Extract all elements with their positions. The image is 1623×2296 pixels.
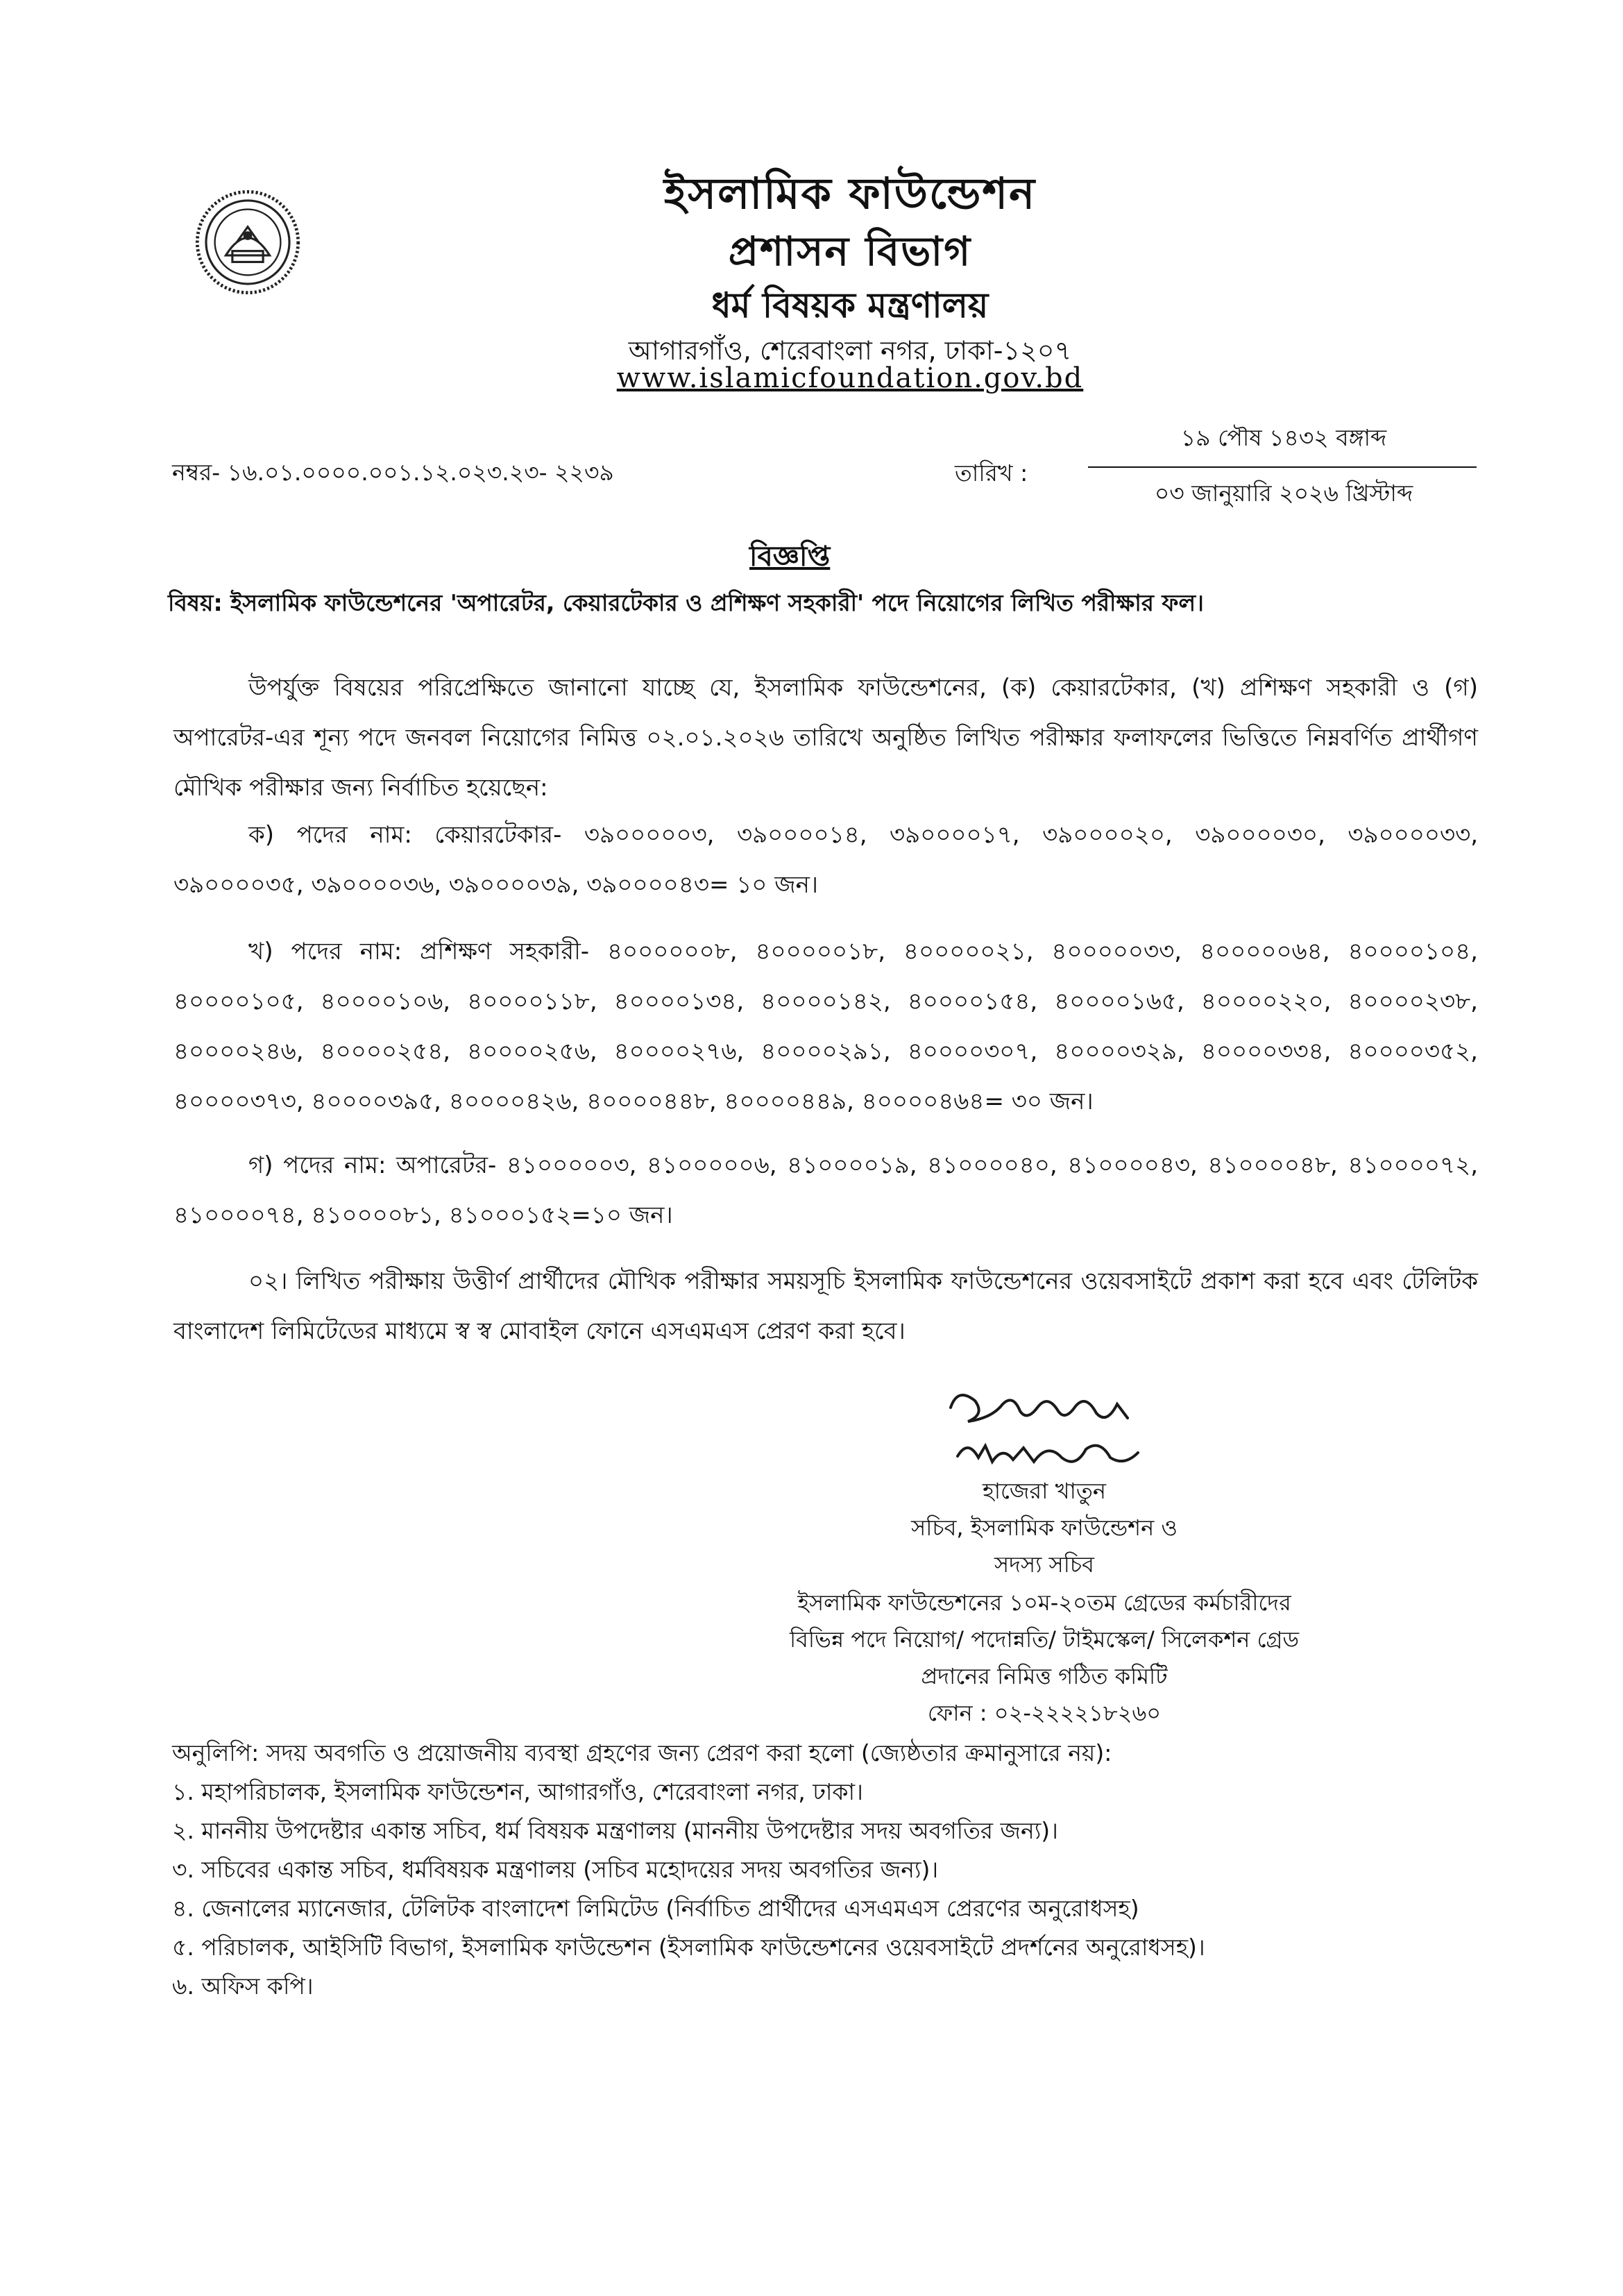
date-english: ০৩ জানুয়ারি ২০২৬ খ্রিস্টাব্দ	[1154, 480, 1413, 507]
handwritten-signature	[937, 1380, 1242, 1484]
signatory-phone: ফোন : ০২-২২২২১৮২৬০	[927, 1700, 1162, 1726]
memo-number: নম্বর- ১৬.০১.০০০০.০০১.১২.০২৩.২৩- ২২৩৯	[172, 459, 614, 486]
copy-item: ৪. জেনালের ম্যানেজার, টেলিটক বাংলাদেশ লিমিটেড (নির্বাচিত প্রার্থীদের এসএমএস প্রেরণের অনুরোধসহ)	[172, 1895, 1139, 1922]
notice-subject: বিষয়: ইসলামিক ফাউন্ডেশনের 'অপারেটর, কেয়ারটেকার ও প্রশিক্ষণ সহকারী' পদে নিয়োগের লিখিত পরীক্ষার ফল।	[168, 589, 1204, 616]
signatory-name: হাজেরা খাতুন	[982, 1478, 1107, 1504]
signatory-title: বিভিন্ন পদে নিয়োগ/ পদোন্নতি/ টাইমস্কেল/ সিলেকশন গ্রেড	[789, 1626, 1300, 1653]
ministry-name: ধর্ম বিষয়ক মন্ত্রণালয়	[711, 285, 989, 326]
division-name: প্রশাসন বিভাগ	[728, 228, 972, 275]
viva-schedule-paragraph: ০২। লিখিত পরীক্ষায় উত্তীর্ণ প্রার্থীদের মৌখিক পরীক্ষার সময়সূচি ইসলামিক ফাউন্ডেশনের ওয়েবসাইটে প্রকাশ করা হবে এবং টেলিটক বাংলাদেশ লিমিটেডের মাধ্যমে স্ব স্ব মোবাইল ফোনে এসএমএস প্রেরণ করা হবে।	[173, 1267, 1478, 1345]
address: আগারগাঁও, শেরেবাংলা নগর, ঢাকা-১২০৭	[628, 335, 1072, 366]
signatory-title: সদস্য সচিব	[994, 1551, 1094, 1578]
islamic-foundation-seal-icon	[193, 187, 303, 297]
copies-intro: অনুলিপি: সদয় অবগতি ও প্রয়োজনীয় ব্যবস্থা গ্রহণের জন্য প্রেরণ করা হলো (জ্যেষ্ঠতার ক্রমানুসারে নয়):	[172, 1739, 1112, 1766]
copy-item: ৫. পরিচালক, আইসিটি বিভাগ, ইসলামিক ফাউন্ডেশন (ইসলামিক ফাউন্ডেশনের ওয়েবসাইটে প্রদর্শনের অনুরোধসহ)।	[172, 1934, 1205, 1961]
date-divider	[1088, 466, 1477, 468]
signatory-title: সচিব, ইসলামিক ফাউন্ডেশন ও	[911, 1514, 1178, 1541]
notice-title: বিজ্ঞপ্তি	[749, 541, 831, 573]
training-assistant-list: খ) পদের নাম: প্রশিক্ষণ সহকারী- ৪০০০০০০৮, ৪০০০০০১৮, ৪০০০০০২১, ৪০০০০০৩৩, ৪০০০০০৬৪, ৪০০০০১০৪, ৪০০০০১০৫, ৪০০০০১০৬, ৪০০০০১১৮, ৪০০০০১৩৪, ৪০০০০১৪২, ৪০০০০১৫৪, ৪০০০০১৬৫, ৪০০০০২২০, ৪০০০০২৩৮, ৪০০০০২৪৬, ৪০০০০২৫৪, ৪০০০০২৫৬, ৪০০০০২৭৬, ৪০০০০২৯১, ৪০০০০৩০৭, ৪০০০০৩২৯, ৪০০০০৩৩৪, ৪০০০০৩৫২, ৪০০০০৩৭৩, ৪০০০০৩৯৫, ৪০০০০৪২৬, ৪০০০০৪৪৮, ৪০০০০৪৪৯, ৪০০০০৪৬৪= ৩০ জন।	[173, 938, 1478, 1115]
date-label: তারিখ :	[955, 459, 1028, 487]
signatory-title: ইসলামিক ফাউন্ডেশনের ১০ম-২০তম গ্রেডের কর্মচারীদের	[797, 1589, 1291, 1616]
operator-list: গ) পদের নাম: অপারেটর- ৪১০০০০০৩, ৪১০০০০০৬, ৪১০০০০১৯, ৪১০০০০৪০, ৪১০০০০৪৩, ৪১০০০০৪৮, ৪১০০০০৭২, ৪১০০০০৭৪, ৪১০০০০৮১, ৪১০০০১৫২=১০ জন।	[173, 1151, 1478, 1229]
copy-item: ৬. অফিস কপি।	[172, 1973, 314, 2000]
copy-item: ৩. সচিবের একান্ত সচিব, ধর্মবিষয়ক মন্ত্রণালয় (সচিব মহোদয়ের সদয় অবগতির জন্য)।	[172, 1856, 939, 1883]
intro-paragraph: উপর্যুক্ত বিষয়ের পরিপ্রেক্ষিতে জানানো যাচ্ছে যে, ইসলামিক ফাউন্ডেশনের, (ক) কেয়ারটেকার, (খ) প্রশিক্ষণ সহকারী ও (গ) অপারেটর-এর শূন্য পদে জনবল নিয়োগের নিমিত্ত ০২.০১.২০২৬ তারিখে অনুষ্ঠিত লিখিত পরীক্ষার ফলাফলের ভিত্তিতে নিম্নবর্ণিত প্রার্থীগণ মৌখিক পরীক্ষার জন্য নির্বাচিত হয়েছেন:	[173, 674, 1478, 802]
copy-item: ২. মাননীয় উপদেষ্টার একান্ত সচিব, ধর্ম বিষয়ক মন্ত্রণালয় (মাননীয় উপদেষ্টার সদয় অবগতির জন্য)।	[172, 1817, 1058, 1844]
caretaker-list: ক) পদের নাম: কেয়ারটেকার- ৩৯০০০০০৩, ৩৯০০০০১৪, ৩৯০০০০১৭, ৩৯০০০০২০, ৩৯০০০০৩০, ৩৯০০০০৩৩, ৩৯০০০০৩৫, ৩৯০০০০৩৬, ৩৯০০০০৩৯, ৩৯০০০০৪৩= ১০ জন।	[173, 821, 1478, 899]
date-bangla: ১৯ পৌষ ১৪৩২ বঙ্গাব্দ	[1180, 424, 1387, 451]
website-link[interactable]: www.islamicfoundation.gov.bd	[616, 362, 1084, 394]
org-name: ইসলামিক ফাউন্ডেশন	[663, 168, 1037, 219]
copy-item: ১. মহাপরিচালক, ইসলামিক ফাউন্ডেশন, আগারগাঁও, শেরেবাংলা নগর, ঢাকা।	[172, 1778, 863, 1805]
signatory-title: প্রদানের নিমিত্ত গঠিত কমিটি	[921, 1663, 1168, 1689]
